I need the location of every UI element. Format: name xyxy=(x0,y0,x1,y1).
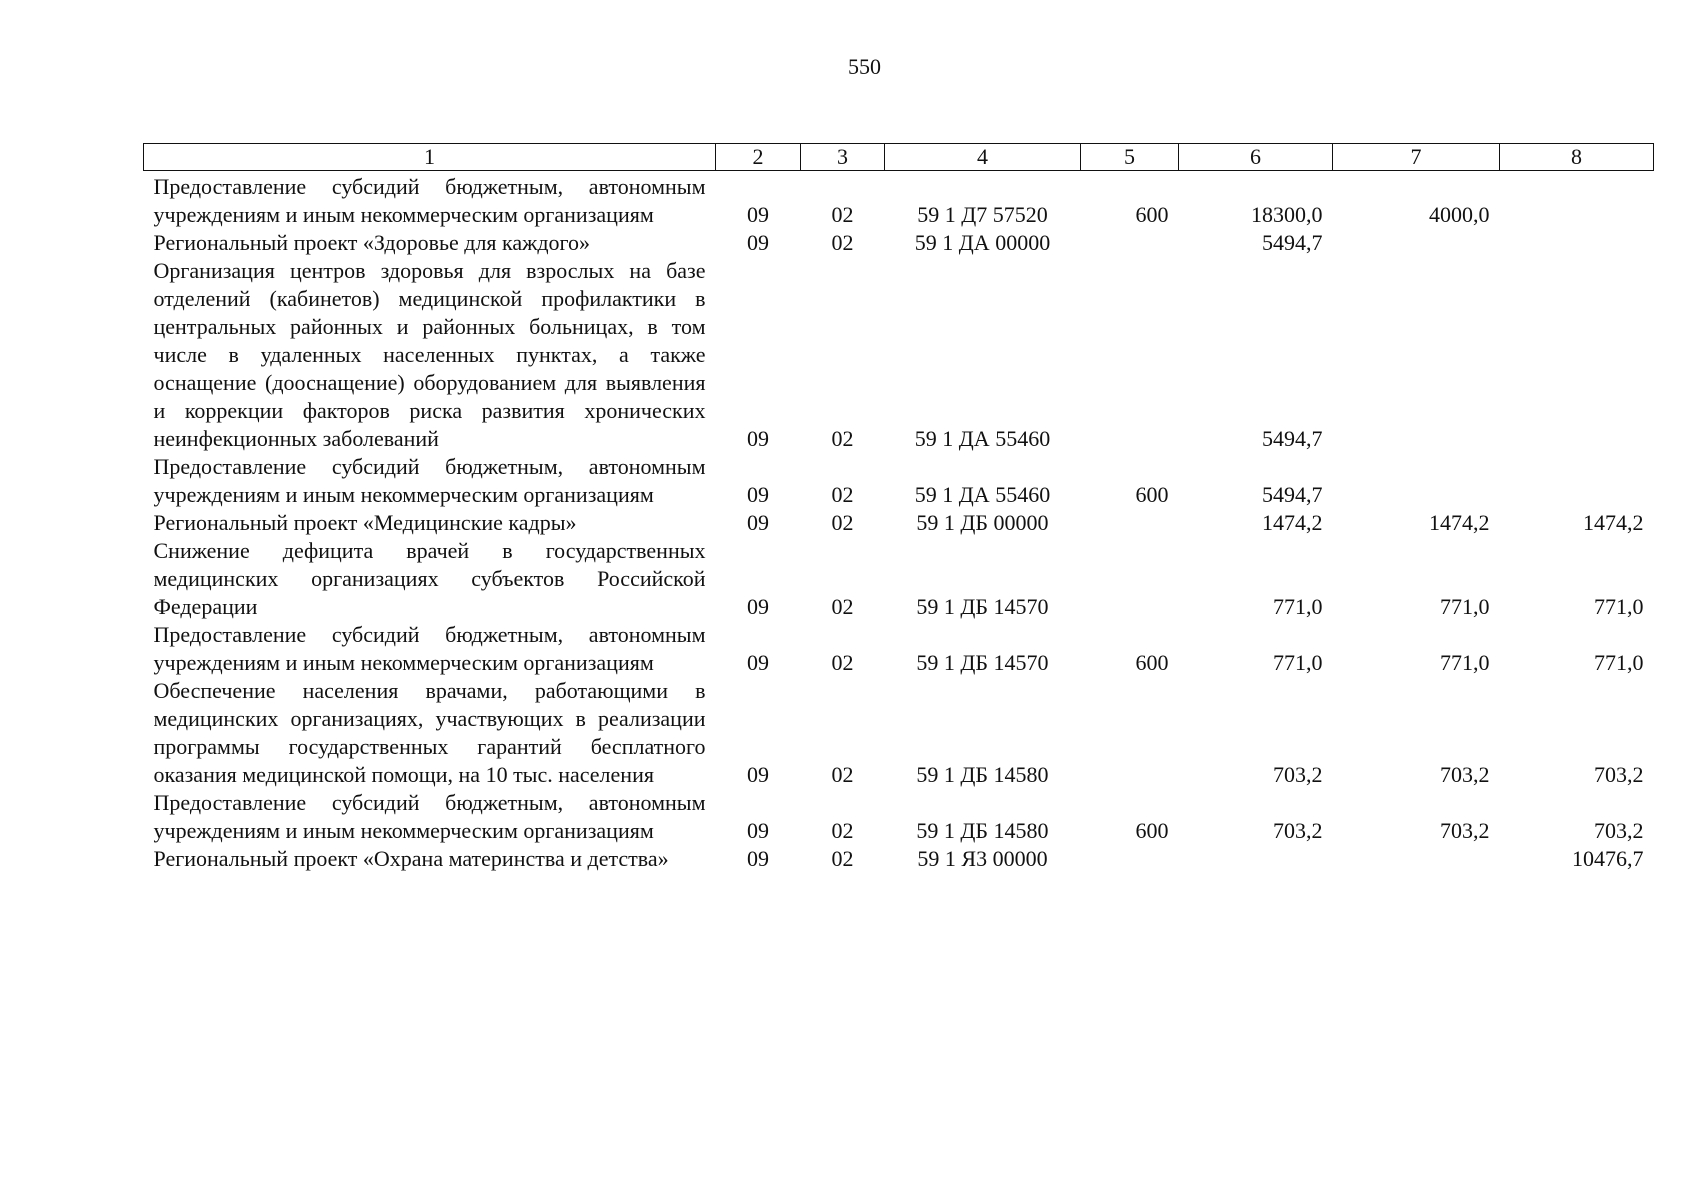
cell-amount-8: 771,0 xyxy=(1594,650,1644,675)
cell-target-code: 59 1 ДБ 14580 xyxy=(916,762,1049,787)
column-header: 5 xyxy=(1081,144,1179,171)
cell-section: 09 xyxy=(747,594,769,619)
cell-expense-type xyxy=(1081,845,1179,873)
cell-target-code: 59 1 ДБ 14570 xyxy=(916,594,1049,619)
cell-target-code: 59 1 ДБ 14570 xyxy=(916,650,1049,675)
column-header: 2 xyxy=(716,144,801,171)
cell-amount-8 xyxy=(1500,229,1654,257)
cell-subsection: 02 xyxy=(831,846,854,871)
cell-amount-7 xyxy=(1333,845,1500,873)
budget-table xyxy=(143,143,1654,873)
cell-amount-7: 1474,2 xyxy=(1429,510,1490,535)
cell-amount-6: 771,0 xyxy=(1273,594,1323,619)
cell-subsection: 02 xyxy=(831,426,854,451)
cell-amount-7 xyxy=(1333,229,1500,257)
cell-amount-8: 703,2 xyxy=(1594,818,1644,843)
cell-section: 09 xyxy=(747,510,769,535)
cell-subsection: 02 xyxy=(831,594,854,619)
table-row xyxy=(144,845,1654,873)
column-header: 8 xyxy=(1500,144,1654,171)
cell-target-code: 59 1 ДА 55460 xyxy=(914,482,1051,507)
cell-amount-6: 5494,7 xyxy=(1262,426,1323,451)
cell-target-code: 59 1 Я3 00000 xyxy=(917,846,1048,871)
cell-amount-7: 771,0 xyxy=(1440,650,1490,675)
cell-expense-type xyxy=(1081,677,1179,789)
cell-expense-type: 600 xyxy=(1135,482,1169,507)
cell-expense-type: 600 xyxy=(1135,818,1169,843)
table-row xyxy=(144,229,1654,257)
column-header: 4 xyxy=(885,144,1081,171)
cell-amount-7: 4000,0 xyxy=(1429,202,1490,227)
cell-amount-8: 1474,2 xyxy=(1583,510,1644,535)
table-row xyxy=(144,789,1654,845)
table-row xyxy=(144,453,1654,509)
cell-expense-type xyxy=(1081,257,1179,453)
column-header: 1 xyxy=(144,144,716,171)
cell-amount-6: 5494,7 xyxy=(1262,230,1323,255)
header-row xyxy=(144,144,1654,171)
row-description: Организация центров здоровья для взрослых на базе отделений (кабинетов) медицинской профилактики в центральных районных и районных больницах, в том числе в удаленных населенных пунктах, а также оснащение (дооснащение) оборудованием для выявления и коррекции факторов риска развития хронических неинфекционных заболеваний xyxy=(153,258,706,451)
cell-amount-6: 1474,2 xyxy=(1262,510,1323,535)
row-description: Предоставление субсидий бюджетным, автономным учреждениям и иным некоммерческим организациям xyxy=(153,174,706,227)
column-header: 7 xyxy=(1333,144,1500,171)
cell-expense-type xyxy=(1081,509,1179,537)
cell-expense-type: 600 xyxy=(1135,650,1169,675)
cell-target-code: 59 1 ДА 00000 xyxy=(914,230,1051,255)
cell-target-code: 59 1 ДА 55460 xyxy=(914,426,1051,451)
cell-amount-8 xyxy=(1500,257,1654,453)
row-description: Предоставление субсидий бюджетным, автономным учреждениям и иным некоммерческим организациям xyxy=(153,790,706,843)
column-header: 3 xyxy=(801,144,885,171)
table-row xyxy=(144,537,1654,621)
column-header: 6 xyxy=(1179,144,1333,171)
cell-amount-6: 703,2 xyxy=(1273,818,1323,843)
row-description: Снижение дефицита врачей в государственных медицинских организациях субъектов Российской Федерации xyxy=(153,538,706,619)
cell-section: 09 xyxy=(747,762,769,787)
cell-target-code: 59 1 ДБ 14580 xyxy=(916,818,1049,843)
cell-subsection: 02 xyxy=(831,230,854,255)
table-row xyxy=(144,621,1654,677)
cell-section: 09 xyxy=(747,230,769,255)
cell-target-code: 59 1 Д7 57520 xyxy=(917,202,1048,227)
row-description: Предоставление субсидий бюджетным, автономным учреждениям и иным некоммерческим организациям xyxy=(153,622,706,675)
cell-amount-6: 703,2 xyxy=(1273,762,1323,787)
cell-subsection: 02 xyxy=(831,818,854,843)
table-row xyxy=(144,171,1654,230)
cell-expense-type xyxy=(1081,537,1179,621)
cell-amount-6: 771,0 xyxy=(1273,650,1323,675)
cell-subsection: 02 xyxy=(831,510,854,535)
cell-section: 09 xyxy=(747,426,769,451)
row-description: Региональный проект «Медицинские кадры» xyxy=(153,510,577,535)
cell-amount-6: 5494,7 xyxy=(1262,482,1323,507)
cell-section: 09 xyxy=(747,818,769,843)
row-description: Предоставление субсидий бюджетным, автономным учреждениям и иным некоммерческим организациям xyxy=(153,454,706,507)
cell-expense-type: 600 xyxy=(1135,202,1169,227)
cell-subsection: 02 xyxy=(831,650,854,675)
table-row xyxy=(144,677,1654,789)
row-description: Обеспечение населения врачами, работающими в медицинских организациях, участвующих в реализации программы государственных гарантий бесплатного оказания медицинской помощи, на 10 тыс. населения xyxy=(153,678,706,787)
cell-amount-7 xyxy=(1333,453,1500,509)
table-row xyxy=(144,257,1654,453)
row-description: Региональный проект «Охрана материнства и детства» xyxy=(153,846,669,871)
cell-subsection: 02 xyxy=(831,762,854,787)
cell-amount-8 xyxy=(1500,453,1654,509)
cell-amount-6 xyxy=(1179,845,1333,873)
cell-expense-type xyxy=(1081,229,1179,257)
row-description: Региональный проект «Здоровье для каждого» xyxy=(153,230,591,255)
cell-section: 09 xyxy=(747,650,769,675)
cell-amount-8: 10476,7 xyxy=(1572,846,1644,871)
cell-amount-7 xyxy=(1333,257,1500,453)
cell-amount-6: 18300,0 xyxy=(1251,202,1323,227)
cell-section: 09 xyxy=(747,846,769,871)
table-row xyxy=(144,509,1654,537)
cell-amount-8: 703,2 xyxy=(1594,762,1644,787)
cell-amount-8 xyxy=(1500,171,1654,230)
page-number: 550 xyxy=(848,54,881,79)
cell-amount-7: 771,0 xyxy=(1440,594,1490,619)
cell-amount-8: 771,0 xyxy=(1594,594,1644,619)
cell-subsection: 02 xyxy=(831,482,854,507)
cell-amount-7: 703,2 xyxy=(1440,762,1490,787)
cell-section: 09 xyxy=(747,482,769,507)
cell-amount-7: 703,2 xyxy=(1440,818,1490,843)
cell-subsection: 02 xyxy=(831,202,854,227)
cell-target-code: 59 1 ДБ 00000 xyxy=(916,510,1049,535)
cell-section: 09 xyxy=(747,202,769,227)
